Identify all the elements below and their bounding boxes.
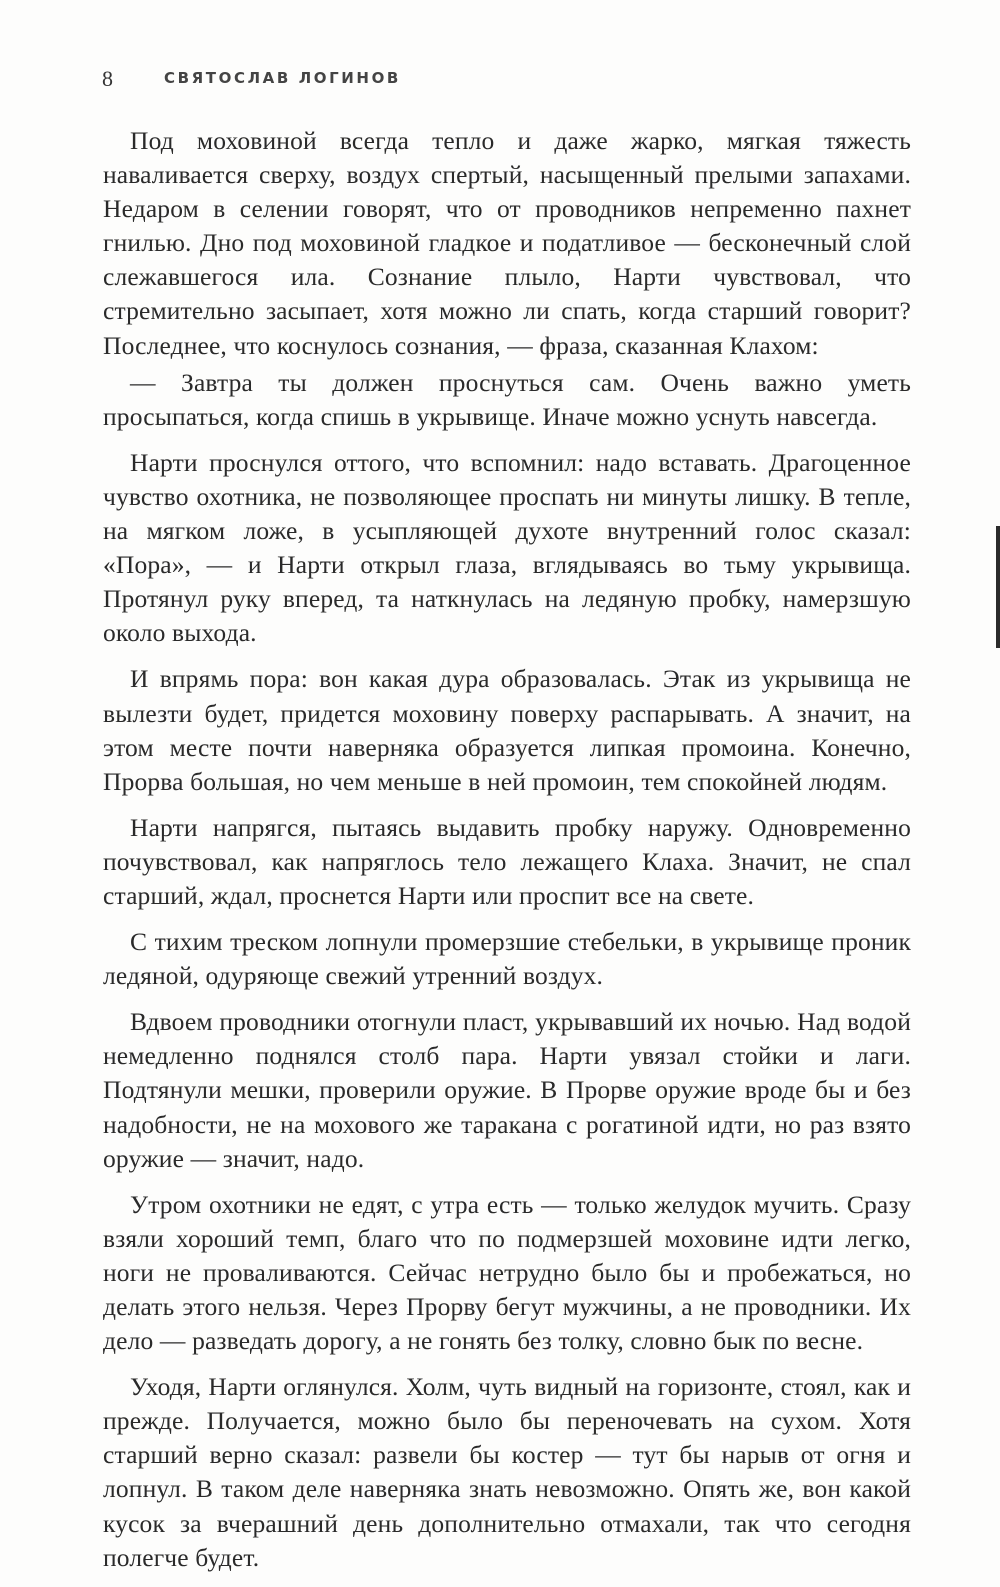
running-title: СВЯТОСЛАВ ЛОГИНОВ [164,69,401,87]
paragraph: И впрямь пора: вон какая дура образовалась. Этак из укрывища не вылезти будет, придется моховину поверху распарывать. А значит, на этом месте почти наверняка образуется липкая промоина. Конечно, Прорва большая, но чем меньше в ней промоин, тем спокойней людям. [103,664,911,796]
paragraph: Под моховиной всегда тепло и даже жарко, мягкая тяжесть наваливается сверху, воздух спертый, насыщенный прелыми запахами. Недаром в селении говорят, что от проводников непременно пахнет гнилью. Дно под моховиной гладкое и податливое — бесконечный слой слежавшегося ила. Сознание плыло, Нарти чувствовал, что стремительно засыпает, хотя можно ли спать, когда старший говорит? Последнее, что коснулось сознания, — фраза, сказанная Клахом: [103,126,911,360]
page-number: 8 [102,66,113,91]
body-text [103,124,911,1587]
paragraph: Уходя, Нарти оглянулся. Холм, чуть видный на горизонте, стоял, как и прежде. Получается, можно было бы переночевать на сухом. Хотя старший верно сказал: развели бы костер — тут бы нарыв от огня и лопнул. В таком деле наверняка знать невозможно. Опять же, вон какой кусок за вчерашний день дополнительно отмахали, так что сегодня полегче будет. [103,1372,911,1572]
paragraph: Вдвоем проводники отогнули пласт, укрывавший их ночью. Над водой немедленно поднялся столб пара. Нарти увязал стойки и лаги. Подтянули мешки, проверили оружие. В Прорве оружие вроде бы и без надобности, не на мохового же таракана с рогатиной идти, но раз взято оружие — значит, надо. [103,1007,911,1173]
paragraph: Нарти напрягся, пытаясь выдавить пробку наружу. Одновременно почувствовал, как напряглось тело лежащего Клаха. Значит, не спал старший, ждал, проснется Нарти или проспит все на свете. [103,812,911,910]
paragraph: Нарти проснулся оттого, что вспомнил: надо вставать. Драгоценное чувство охотника, не позволяющее проспать ни минуты лишку. В тепле, на мягком ложе, в усыпляющей духоте внутренний голос сказал: «Пора», — и Нарти открыл глаза, вглядываясь во тьму укрывища. Протянул руку вперед, та наткнулась на ледяную пробку, намерзшую около выхода. [103,447,911,648]
paragraph: С тихим треском лопнули промерзшие стебельки, в укрывище проник ледяной, одуряюще свежий утренний воздух. [103,927,911,991]
paragraph: — Завтра ты должен проснуться сам. Очень важно уметь просыпаться, когда спишь в укрывище. Иначе можно уснуть навсегда. [103,367,911,431]
page-edge-mark [996,526,1000,648]
paragraph: Утром охотники не едят, с утра есть — только желудок мучить. Сразу взяли хороший темп, благо что по подмерзшей моховине идти легко, ноги не проваливаются. Сейчас нетрудно было бы и пробежаться, но делать этого нельзя. Через Прорву бегут мужчины, а не проводники. Их дело — разведать дорогу, а не гонять без толку, словно бык по весне. [103,1189,911,1356]
